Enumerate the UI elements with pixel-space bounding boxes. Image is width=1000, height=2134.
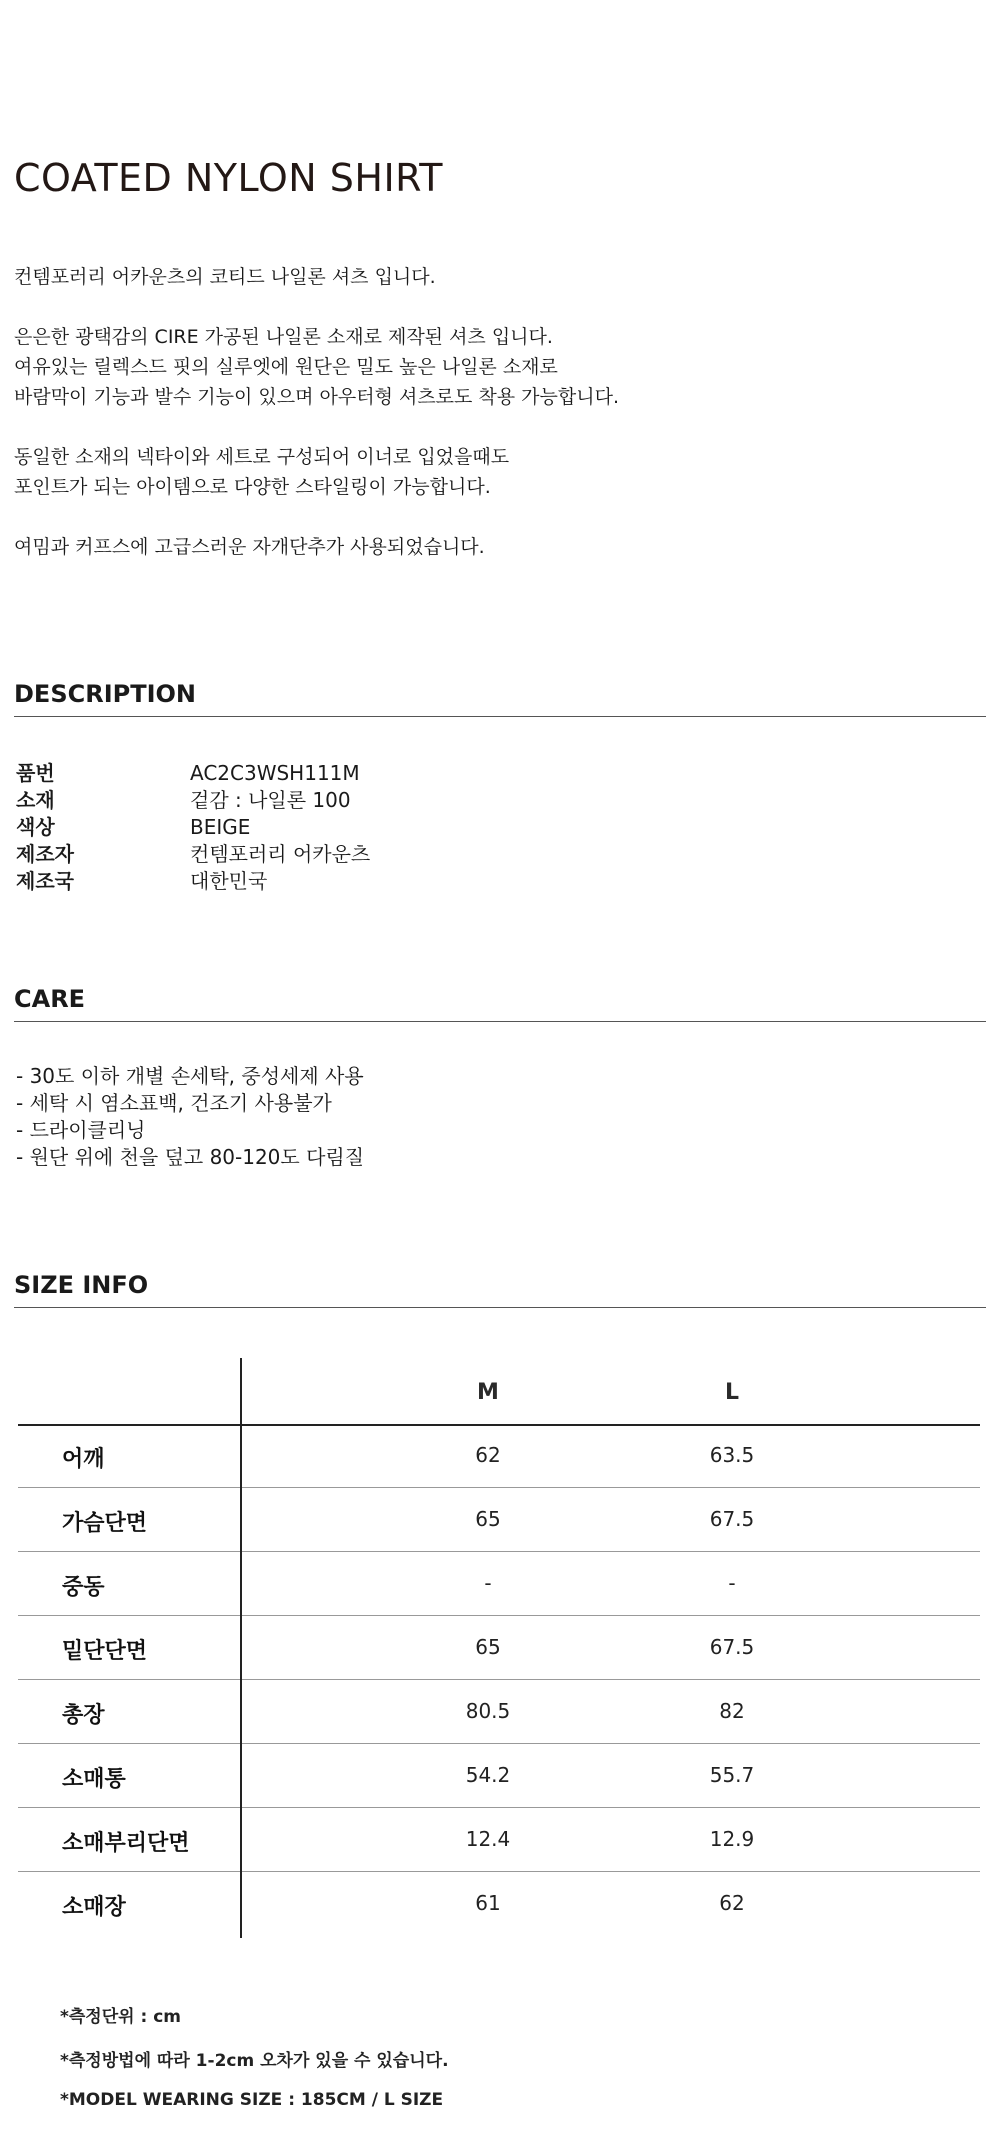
size-value-m: 65: [475, 1635, 501, 1659]
size-row: [18, 1808, 980, 1872]
description-key: 소재: [16, 788, 55, 812]
size-column-m: M: [477, 1380, 499, 1405]
care-item: - 세탁 시 염소표백, 건조기 사용불가: [16, 1091, 332, 1115]
size-table-divider: [240, 1358, 242, 1938]
intro-line: 여밈과 커프스에 고급스러운 자개단추가 사용되었습니다.: [14, 536, 485, 558]
size-row-label: 총장: [62, 1703, 105, 1728]
size-row: [18, 1744, 980, 1808]
size-notes: [60, 2002, 449, 2134]
size-value-m: 61: [475, 1891, 501, 1915]
description-row: [16, 760, 370, 787]
size-row-label: 소매통: [62, 1767, 126, 1792]
note-model-size: *MODEL WEARING SIZE : 185CM / L SIZE: [60, 2090, 444, 2110]
description-heading: DESCRIPTION: [14, 680, 986, 717]
intro-line: 여유있는 릴렉스드 핏의 실루엣에 원단은 밀도 높은 나일론 소재로: [14, 356, 558, 378]
description-value: 겉감 : 나일론 100: [190, 788, 351, 812]
size-row: [18, 1424, 980, 1488]
size-value-l: 82: [719, 1699, 745, 1723]
product-intro: [14, 262, 974, 562]
size-row-label: 중동: [62, 1575, 105, 1600]
care-list: [16, 1063, 364, 1171]
size-value-m: -: [484, 1571, 492, 1595]
description-value: 대한민국: [190, 869, 268, 893]
size-value-l: -: [728, 1571, 736, 1595]
size-value-l: 67.5: [709, 1635, 755, 1659]
intro-line: 은은한 광택감의 CIRE 가공된 나일론 소재로 제작된 셔츠 입니다.: [14, 326, 553, 348]
size-value-m: 12.4: [465, 1827, 511, 1851]
description-row: [16, 787, 370, 814]
size-row: [18, 1872, 980, 1935]
size-row-label: 밑단단면: [62, 1639, 148, 1664]
size-row-label: 어깨: [62, 1447, 105, 1472]
size-value-m: 54.2: [465, 1763, 511, 1787]
description-value: AC2C3WSH111M: [190, 761, 360, 785]
size-value-l: 55.7: [709, 1763, 755, 1787]
size-value-m: 62: [475, 1443, 501, 1467]
size-row-label: 소매부리단면: [62, 1831, 190, 1856]
intro-line: 바람막이 기능과 발수 기능이 있으며 아우터형 셔츠로도 착용 가능합니다.: [14, 386, 619, 408]
note-tolerance: *측정방법에 따라 1-2cm 오차가 있을 수 있습니다.: [60, 2051, 449, 2071]
size-row-label: 소매장: [62, 1895, 126, 1920]
size-value-m: 65: [475, 1507, 501, 1531]
size-value-l: 67.5: [709, 1507, 755, 1531]
description-key: 제조자: [16, 842, 74, 866]
size-row-label: 가슴단면: [62, 1511, 148, 1536]
size-row: [18, 1488, 980, 1552]
description-key: 제조국: [16, 869, 74, 893]
size-value-l: 62: [719, 1891, 745, 1915]
note-unit: *측정단위 : cm: [60, 2007, 182, 2027]
care-heading: CARE: [14, 985, 986, 1022]
size-row: [18, 1552, 980, 1616]
description-value: 컨템포러리 어카운츠: [190, 842, 371, 866]
description-row: [16, 814, 370, 841]
size-table-header: [18, 1358, 980, 1426]
description-key: 색상: [16, 815, 55, 839]
product-title: COATED NYLON SHIRT: [14, 156, 444, 200]
size-column-l: L: [724, 1380, 740, 1405]
care-item: - 원단 위에 천을 덮고 80-120도 다림질: [16, 1145, 365, 1169]
intro-line: 컨템포러리 어카운츠의 코티드 나일론 셔츠 입니다.: [14, 266, 436, 288]
description-key: 품번: [16, 761, 55, 785]
description-table: [16, 760, 370, 895]
care-item: - 30도 이하 개별 손세탁, 중성세제 사용: [16, 1064, 364, 1088]
size-info-heading: SIZE INFO: [14, 1271, 986, 1308]
size-value-m: 80.5: [465, 1699, 511, 1723]
intro-line: 포인트가 되는 아이템으로 다양한 스타일링이 가능합니다.: [14, 476, 491, 498]
size-row: [18, 1616, 980, 1680]
description-row: [16, 841, 370, 868]
description-row: [16, 868, 370, 895]
care-item: - 드라이클리닝: [16, 1118, 146, 1142]
intro-line: 동일한 소재의 넥타이와 세트로 구성되어 이너로 입었을때도: [14, 446, 510, 468]
description-value: BEIGE: [190, 815, 251, 839]
size-value-l: 63.5: [709, 1443, 755, 1467]
size-value-l: 12.9: [709, 1827, 755, 1851]
size-row: [18, 1680, 980, 1744]
